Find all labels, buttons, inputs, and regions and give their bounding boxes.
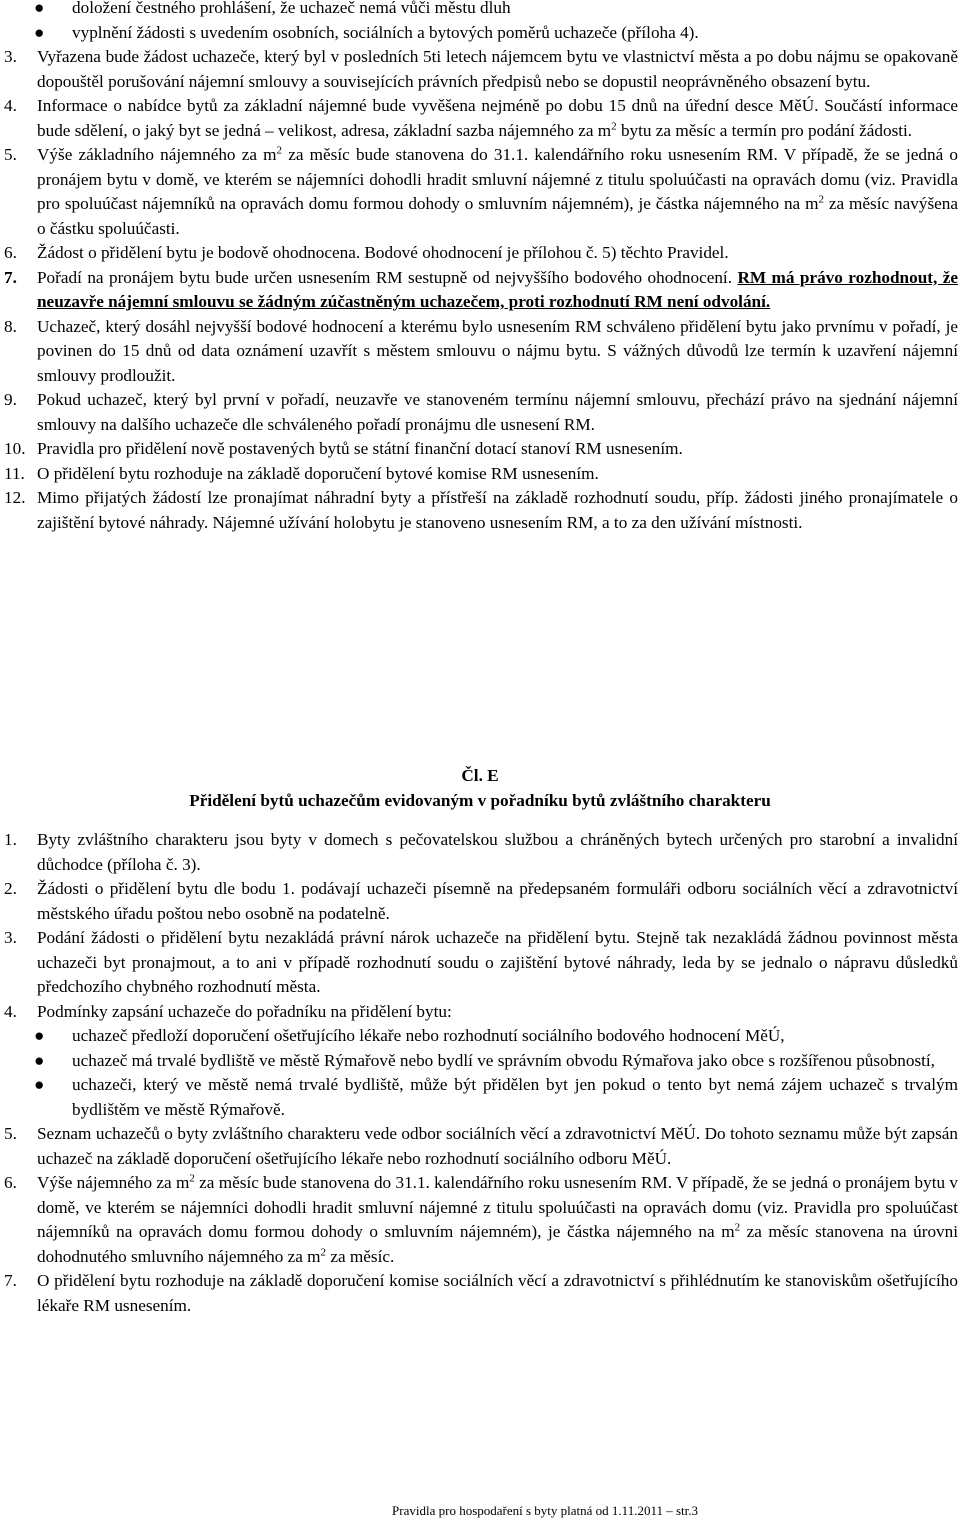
list-item: 3. Vyřazena bude žádost uchazeče, který byl v posledních 5ti letech nájemcem bytu ve vlastnictví města a po dobu nájmu se opakovaně dopouštěl porušování nájemní smlouvy a souvisejících právních předpisů nebo se dopustil neoprávněného obsazení bytu. — [4, 47, 958, 91]
list-item: 8. Uchazeč, který dosáhl nejvyšší bodové hodnocení a kterému bylo usnesením RM schváleno přidělení bytu jako prvnímu v pořadí, je povinen do 15 dnů od data oznámení uzavřít s městem smlouvu o nájmu bytu. S vážných důvodů lze termín k uzavření nájemní smlouvy prodloužit. — [4, 316, 958, 385]
article-heading — [0, 764, 960, 813]
bullet-icon: ● — [34, 0, 45, 17]
underlined-notice: RM má právo rozhodnout, že neuzavře nájemní smlouvu se žádným zúčastněným uchazečem, proti rozhodnutí RM není odvolání. — [37, 267, 958, 311]
bullet-item: ● uchazeč má trvalé bydliště ve městě Rýmařově nebo bydlí ve správním obvodu Rýmařova jako obce s rozšířenou působností, — [0, 1049, 960, 1074]
bullet-icon: ● — [34, 1026, 45, 1045]
bullet-item: ● uchazeč předloží doporučení ošetřujícího lékaře nebo rozhodnutí sociálního bodového hodnocení MěÚ, — [0, 1024, 960, 1049]
list-item: 7. O přidělení bytu rozhoduje na základě doporučení komise sociálních věcí a zdravotnictví s přihlédnutím ke stanoviskům ošetřujícího lékaře RM usnesením. — [4, 1271, 958, 1315]
list-item: 7. Pořadí na pronájem bytu bude určen usnesením RM sestupně od nejvyššího bodového ohodnocení. RM má právo rozhodnout, že neuzavře nájemní smlouvu se žádným zúčastněným uchazečem, proti rozhodnutí RM není odvolání. — [4, 267, 958, 311]
page-footer: Pravidla pro hospodaření s byty platná od 1.11.2011 – str.3 — [392, 1503, 698, 1518]
list-item: 6. Žádost o přidělení bytu je bodově ohodnocena. Bodové ohodnocení je přílohou č. 5) těchto Pravidel. — [4, 243, 729, 262]
section-d-continued — [0, 0, 960, 535]
article-title: Přidělení bytů uchazečům evidovaným v pořadníku bytů zvláštního charakteru — [189, 790, 771, 810]
bullet-item: ● vyplnění žádosti s uvedením osobních, sociálních a bytových poměrů uchazeče (příloha 4). — [0, 21, 960, 46]
list-item: 5. Výše základního nájemného za $m^2$ za měsíc bude stanovena do 31.1. kalendářního roku usnesením RM. V případě, že se jedná o pronájem bytu v domě, ve kterém se nájemníci dohodli hradit smluvní nájemné z titulu spoluúčasti na opravách domu (viz. Pravidla pro spoluúčast nájemníků na opravách domu formou dohody o smluvním nájemném), je částka nájemného na $m^2$ za měsíc navýšena o částku spoluúčasti. — [4, 144, 958, 238]
section-e — [0, 828, 960, 1318]
article-number: Čl. E — [461, 766, 499, 785]
list-item: 2. Žádosti o přidělení bytu dle bodu 1. podávají uchazeči písemně na předepsaném formuláři odboru sociálních věcí a zdravotnictví městského úřadu poštou nebo osobně na podatelně. — [4, 879, 958, 923]
list-item: 10. Pravidla pro přidělení nově postavených bytů se státní finanční dotací stanoví RM usnesením. — [4, 439, 683, 458]
list-item: 5. Seznam uchazečů o byty zvláštního charakteru vede odbor sociálních věcí a zdravotnictví MěÚ. Do tohoto seznamu může být zapsán uchazeč na základě doporučení ošetřujícího lékaře nebo rozhodnutí sociálního odboru MěÚ. — [4, 1124, 958, 1168]
bullet-item: ● doložení čestného prohlášení, že uchazeč nemá vůči městu dluh — [0, 0, 960, 21]
list-item: 9. Pokud uchazeč, který byl první v pořadí, neuzavře ve stanoveném termínu nájemní smlouvu, přechází právo na sjednání nájemní smlouvy na dalšího uchazeče dle schváleného pořadí pronájmu dle usnesení RM. — [4, 390, 958, 434]
list-item: 6. Výše nájemného za $m^2$ za měsíc bude stanovena do 31.1. kalendářního roku usnesením RM. V případě, že se jedná o pronájem bytu v domě, ve kterém se nájemníci dohodli hradit smluvní nájemné z titulu spoluúčasti na opravách domu (viz. Pravidla pro spoluúčast nájemníků na opravách domu formou dohody o smluvním nájemném), je částka nájemného na $m^2$ za měsíc stanovena na úrovni dohodnutého smluvního nájemného za $m^2$ za měsíc. — [4, 1172, 958, 1266]
bullet-icon: ● — [34, 22, 45, 42]
list-item: 12. Mimo přijatých žádostí lze pronajímat náhradní byty a přístřeší na základě rozhodnutí soudu, příp. žádosti jiného pronajímatele o zajištění bytové náhrady. Nájemné užívání holobytu je stanoveno usnesením RM, a to za den užívání místnosti. — [4, 488, 958, 532]
list-item: 11. O přidělení bytu rozhoduje na základě doporučení bytové komise RM usnesením. — [4, 463, 599, 483]
list-item: 4. Podmínky zapsání uchazeče do pořadníku na přidělení bytu: — [4, 1001, 452, 1021]
list-item: 3. Podání žádosti o přidělení bytu nezakládá právní nárok uchazeče na přidělení bytu. Stejně tak nezakládá žádnou povinnost města uchazeči byt pronajmout, a to ani v případě rozhodnutí soudu o zajištění bytové náhrady, leda by se jednalo o nápravu důsledků předchozího chybného rozhodnutí města. — [4, 928, 958, 996]
list-item: 1. Byty zvláštního charakteru jsou byty v domech s pečovatelskou službou a chráněných bytech určených pro starobní a invalidní důchodce (příloha č. 3). — [4, 830, 958, 874]
bullet-item: ● uchazeči, který ve městě nemá trvalé bydliště, může být přidělen byt jen pokud o tento byt nemá zájem uchazeč s trvalým bydlištěm ve městě Rýmařově. — [34, 1075, 958, 1119]
bullet-icon: ● — [34, 1050, 45, 1070]
bullet-icon: ● — [34, 1075, 45, 1094]
list-item: 4. Informace o nabídce bytů za základní nájemné bude vyvěšena nejméně po dobu 15 dnů na úřední desce MěÚ. Součástí informace bude sdělení, o jaký byt se jedná – velikost, adresa, základní sazba nájemného za $m^2$ bytu za měsíc a termín pro podání žádosti. — [4, 96, 958, 140]
